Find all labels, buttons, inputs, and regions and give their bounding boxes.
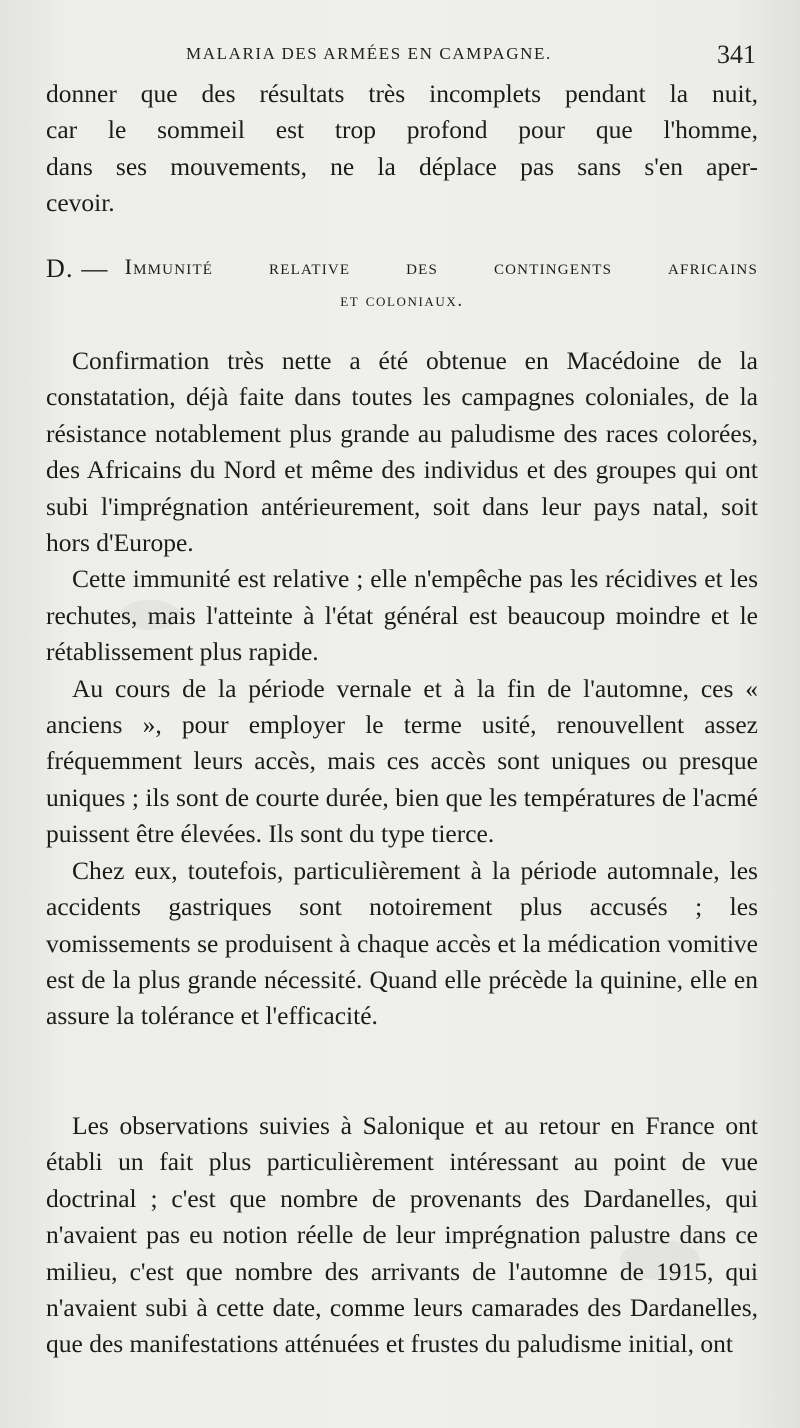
section-title: Immunité relative des contingents africains	[124, 254, 758, 279]
section-title-continuation: et coloniaux.	[340, 290, 464, 311]
paragraph: Chez eux, toutefois, particulièrement à la période automnale, les accidents gastriques sont notoirement plus accusés ; les vomissements se produisent à chaque accès et la médication vomitive est de la plus grande nécessité. Quand elle précède la quinine, elle en assure la tolérance et l'efficacité.	[46, 855, 758, 1031]
section-title-line	[46, 254, 758, 284]
closing-section	[46, 1108, 758, 1363]
running-head: MALARIA DES ARMÉES EN CAMPAGNE.	[186, 44, 552, 63]
text-line: donner que des résultats très incomplets pendant la nuit,	[46, 79, 758, 108]
text-line: car le sommeil est trop profond pour que l'homme,	[46, 115, 758, 145]
section-heading	[46, 254, 758, 312]
page-header	[0, 38, 800, 78]
text-line: dans ses mouvements, ne la déplace pas sans s'en aper-	[46, 151, 758, 181]
paragraph: Confirmation très nette a été obtenue en Macédoine de la constatation, déjà faite dans toutes les campagnes coloniales, de la résistance notablement plus grande au paludisme des races colorées, des Africains du Nord et même des individus et des groupes qui ont subi l'imprégnation antérieurement, soit dans leur pays natal, soit hors d'Europe.	[46, 346, 758, 558]
paragraph: Au cours de la période vernale et à la fin de l'automne, ces « anciens », pour employer le terme usité, renouvellent assez fréquemment leurs accès, mais ces accès sont uniques ou presque uniques ; ils sont de courte durée, bien que les températures de l'acmé puissent être élevées. Ils sont du type tierce.	[46, 673, 758, 849]
page-number: 341	[717, 40, 756, 69]
paragraph: Les observations suivies à Salonique et au retour en France ont établi un fait plus particulièrement intéressant au point de vue doctrinal ; c'est que nombre de provenants des Dardanelles, qui n'avaient pas eu notion réelle de leur imprégnation palustre dans ce milieu, c'est que nombre des arrivants de l'automne de 1915, qui n'avaient subi à cette date, comme leurs camarades des Dardanelles, que des manifestations atténuées et frustes du paludisme initial, ont	[46, 1111, 758, 1359]
section-body	[46, 343, 758, 1035]
intro-paragraph	[46, 76, 758, 222]
text-line: cevoir.	[46, 188, 115, 218]
section-letter: D. —	[46, 254, 109, 283]
paragraph: Cette immunité est relative ; elle n'empêche pas les récidives et les rechutes, mais l'atteinte à l'état général est beaucoup moindre et le rétablissement plus rapide.	[46, 564, 758, 667]
